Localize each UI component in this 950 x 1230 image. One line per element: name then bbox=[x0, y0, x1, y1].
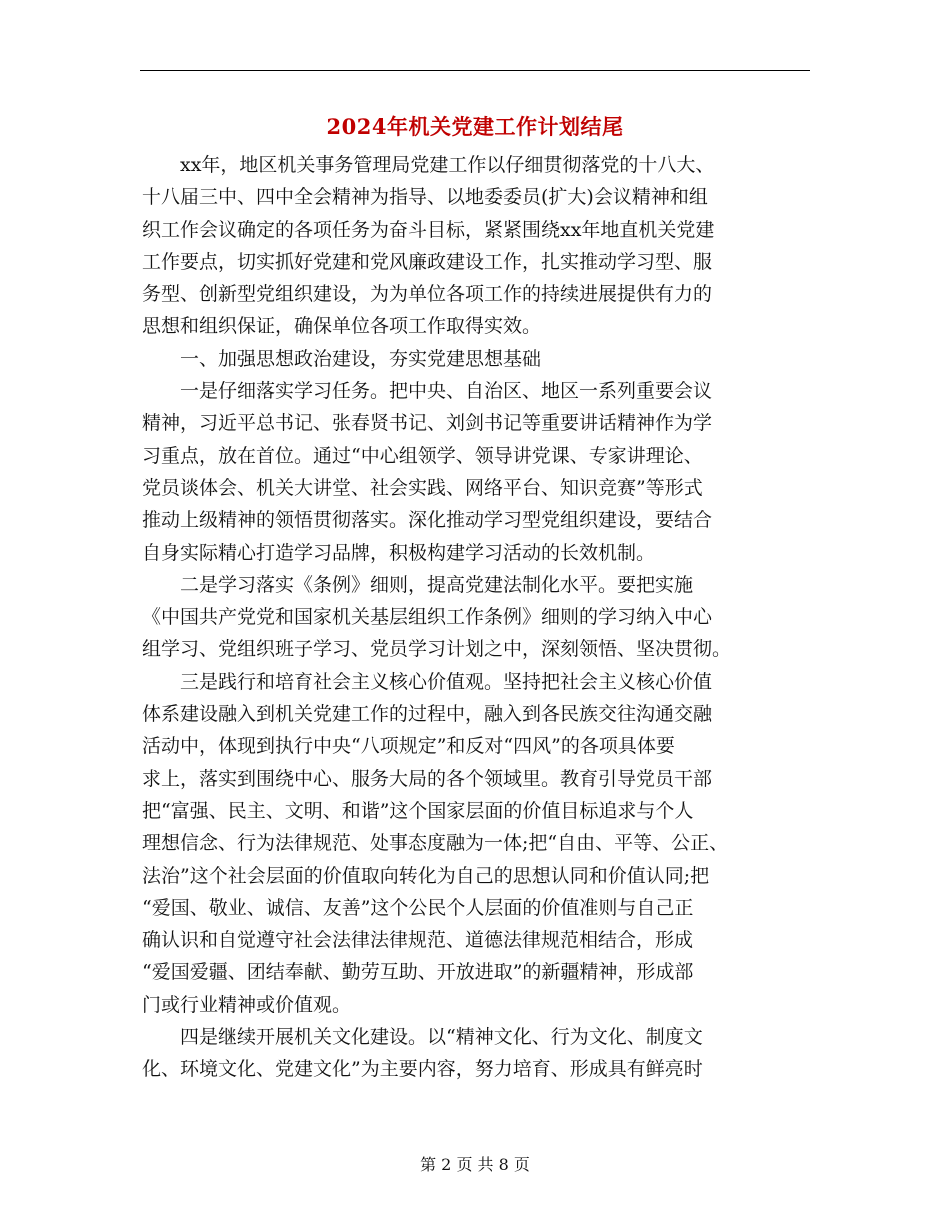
header-rule bbox=[140, 70, 810, 71]
body-text-line: 四是继续开展机关文化建设。以“精神文化、行为文化、制度文 bbox=[180, 1026, 703, 1049]
body-text-line: 理想信念、行为法律规范、处事态度融为一体;把“自由、平等、公正、 bbox=[142, 832, 729, 855]
body-text-line: 织工作会议确定的各项任务为奋斗目标，紧紧围绕xx年地直机关党建 bbox=[142, 218, 715, 241]
body-text-line: 一、加强思想政治建设，夯实党建思想基础 bbox=[180, 347, 542, 370]
body-text-line: 思想和组织保证，确保单位各项工作取得实效。 bbox=[142, 315, 542, 338]
body-text-line: 门或行业精神或价值观。 bbox=[142, 993, 352, 1016]
body-text-line: 十八届三中、四中全会精神为指导、以地委委员(扩大)会议精神和组 bbox=[142, 186, 708, 209]
body-text-line: 体系建设融入到机关党建工作的过程中，融入到各民族交往沟通交融 bbox=[142, 703, 713, 726]
document-title: 2024年机关党建工作计划结尾 bbox=[326, 114, 624, 139]
body-text-line: “爱国、敬业、诚信、友善”这个公民个人层面的价值准则与自己正 bbox=[142, 896, 694, 919]
body-text-line: “爱国爱疆、团结奉献、勤劳互助、开放进取”的新疆精神，形成部 bbox=[142, 961, 694, 984]
body-text-line: 自身实际精心打造学习品牌，积极构建学习活动的长效机制。 bbox=[142, 541, 656, 564]
body-text-line: 活动中，体现到执行中央“八项规定”和反对“四风”的各项具体要 bbox=[142, 735, 675, 758]
document-body bbox=[142, 149, 812, 1086]
body-text-line: 法治”这个社会层面的价值取向转化为自己的思想认同和价值认同;把 bbox=[142, 864, 710, 887]
body-text-line: 习重点，放在首位。通过“中心组领学、领导讲党课、专家讲理论、 bbox=[142, 444, 703, 467]
body-text-line: 《中国共产党党和国家机关基层组织工作条例》细则的学习纳入中心 bbox=[142, 606, 713, 629]
body-text-line: 组学习、党组织班子学习、党员学习计划之中，深刻领悟、坚决贯彻。 bbox=[142, 638, 732, 661]
body-text-line: 确认识和自觉遵守社会法律法律规范、道德法律规范相结合，形成 bbox=[142, 929, 694, 952]
body-text-line: 党员谈体会、机关大讲堂、社会实践、网络平台、知识竞赛”等形式 bbox=[142, 476, 703, 499]
body-text-line: 三是践行和培育社会主义核心价值观。坚持把社会主义核心价值 bbox=[180, 670, 713, 693]
body-text-line: 求上，落实到围绕中心、服务大局的各个领域里。教育引导党员干部 bbox=[142, 767, 713, 790]
body-text-line: 精神，习近平总书记、张春贤书记、刘剑书记等重要讲话精神作为学 bbox=[142, 412, 713, 435]
body-text-line: 务型、创新型党组织建设，为为单位各项工作的持续进展提供有力的 bbox=[142, 283, 713, 306]
body-text-line: 化、环境文化、党建文化”为主要内容，努力培育、形成具有鲜亮时 bbox=[142, 1058, 703, 1081]
body-text-line: 一是仔细落实学习任务。把中央、自治区、地区一系列重要会议 bbox=[180, 380, 713, 403]
body-text-line: 推动上级精神的领悟贯彻落实。深化推动学习型党组织建设，要结合 bbox=[142, 509, 713, 532]
body-text-line: 把“富强、民主、文明、和谐”这个国家层面的价值目标追求与个人 bbox=[142, 799, 694, 822]
body-text-line: 二是学习落实《条例》细则，提高党建法制化水平。要把实施 bbox=[180, 573, 694, 596]
page-number-footer: 第 2 页 共 8 页 bbox=[420, 1155, 530, 1174]
body-text-line: 工作要点，切实抓好党建和党风廉政建设工作，扎实推动学习型、服 bbox=[142, 250, 713, 273]
body-text-line: xx年，地区机关事务管理局党建工作以仔细贯彻落党的十八大、 bbox=[180, 154, 715, 176]
